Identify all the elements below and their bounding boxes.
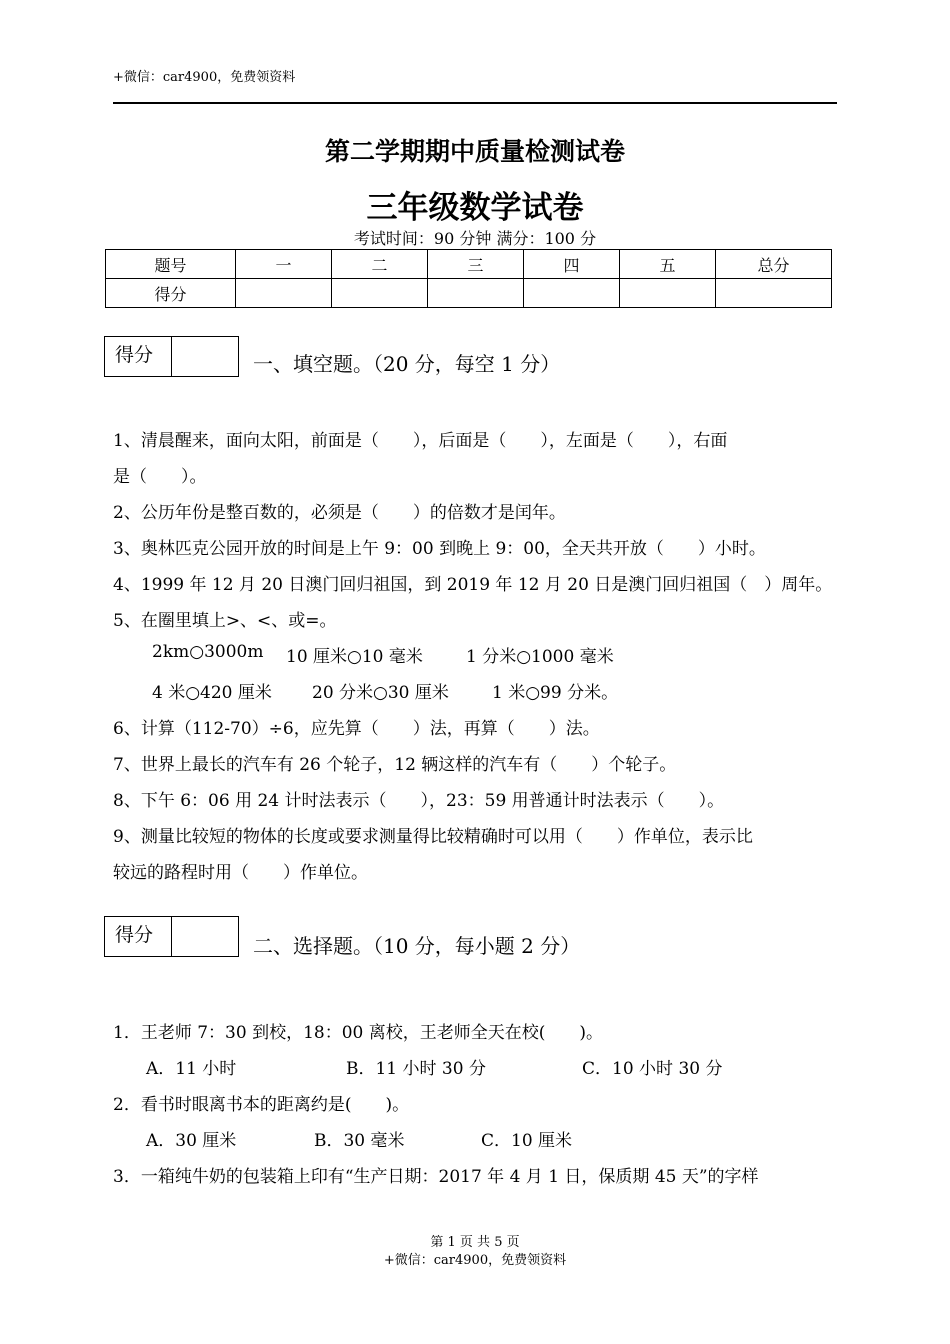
exam-meta: 考试时间：90 分钟 满分：100 分	[353, 229, 597, 248]
score-cell[interactable]	[620, 279, 716, 308]
footer-note: +微信：car4900，免费领资料	[383, 1253, 567, 1268]
score-header-cell: 题号	[106, 250, 236, 279]
section1-title: 一、填空题。（20 分，每空 1 分）	[253, 352, 561, 376]
score-header-cell: 二	[332, 250, 428, 279]
question-line: 2．看书时眼离书本的距离约是( )。	[113, 1095, 410, 1115]
score-box-divider	[171, 337, 172, 376]
question-line: 是（ ）。	[113, 467, 207, 487]
section1-score-box	[104, 336, 239, 377]
score-header-cell: 四	[524, 250, 620, 279]
score-table-score-row	[106, 279, 832, 308]
score-cell[interactable]	[332, 279, 428, 308]
score-table	[105, 249, 832, 308]
option-b: B．11 小时 30 分	[346, 1059, 486, 1079]
compare-item: 20 分米○30 厘米	[312, 683, 449, 703]
option-c: C．10 厘米	[481, 1131, 573, 1151]
score-row-label: 得分	[106, 279, 236, 308]
exam-subtitle: 三年级数学试卷	[366, 190, 584, 226]
score-header-cell: 一	[236, 250, 332, 279]
option-b: B．30 毫米	[314, 1131, 405, 1151]
option-a: A．30 厘米	[146, 1131, 237, 1151]
section2-score-box	[104, 916, 239, 957]
question-line: 5、在圈里填上>、<、或=。	[113, 611, 337, 631]
question-line: 3．一箱纯牛奶的包装箱上印有“生产日期：2017 年 4 月 1 日，保质期 45 天”的字样	[113, 1167, 759, 1187]
header-rule	[113, 102, 837, 104]
page-number: 第 1 页 共 5 页	[430, 1235, 520, 1250]
score-header-cell: 三	[428, 250, 524, 279]
score-cell[interactable]	[236, 279, 332, 308]
header-note: +微信：car4900，免费领资料	[113, 70, 296, 85]
question-line: 4、1999 年 12 月 20 日澳门回归祖国，到 2019 年 12 月 20 日是澳门回归祖国（ ）周年。	[113, 575, 833, 595]
section2-title: 二、选择题。（10 分，每小题 2 分）	[253, 934, 581, 958]
question-line: 6、计算（112-70）÷6，应先算（ ）法，再算（ ）法。	[113, 719, 600, 739]
score-box-label: 得分	[115, 924, 154, 946]
question-line: 1、清晨醒来，面向太阳，前面是（ ），后面是（ ），左面是（ ），右面	[113, 431, 728, 451]
score-box-divider	[171, 917, 172, 956]
question-line: 8、下午 6：06 用 24 计时法表示（ ），23：59 用普通计时法表示（ ）。	[113, 791, 725, 811]
score-box-label: 得分	[115, 344, 154, 366]
exam-title: 第二学期期中质量检测试卷	[324, 137, 625, 166]
option-a: A．11 小时	[146, 1059, 237, 1079]
question-line: 较远的路程时用（ ）作单位。	[113, 863, 368, 883]
score-cell[interactable]	[716, 279, 832, 308]
question-line: 1．王老师 7：30 到校，18：00 离校，王老师全天在校( )。	[113, 1023, 604, 1043]
compare-item: 4 米○420 厘米	[152, 683, 272, 703]
question-line: 3、奥林匹克公园开放的时间是上午 9：00 到晚上 9：00，全天共开放（ ）小时。	[113, 539, 766, 559]
score-table-header-row	[106, 250, 832, 279]
option-c: C．10 小时 30 分	[582, 1059, 723, 1079]
score-header-cell: 总分	[716, 250, 832, 279]
compare-item: 1 分米○1000 毫米	[466, 647, 614, 667]
score-header-cell: 五	[620, 250, 716, 279]
compare-item: 10 厘米○10 毫米	[286, 647, 423, 667]
score-cell[interactable]	[524, 279, 620, 308]
question-line: 7、世界上最长的汽车有 26 个轮子，12 辆这样的汽车有（ ）个轮子。	[113, 755, 677, 775]
question-line: 9、测量比较短的物体的长度或要求测量得比较精确时可以用（ ）作单位，表示比	[113, 827, 753, 847]
score-cell[interactable]	[428, 279, 524, 308]
compare-item: 2km○3000m	[152, 642, 264, 662]
compare-item: 1 米○99 分米。	[492, 683, 619, 703]
question-line: 2、公历年份是整百数的，必须是（ ）的倍数才是闰年。	[113, 503, 566, 523]
